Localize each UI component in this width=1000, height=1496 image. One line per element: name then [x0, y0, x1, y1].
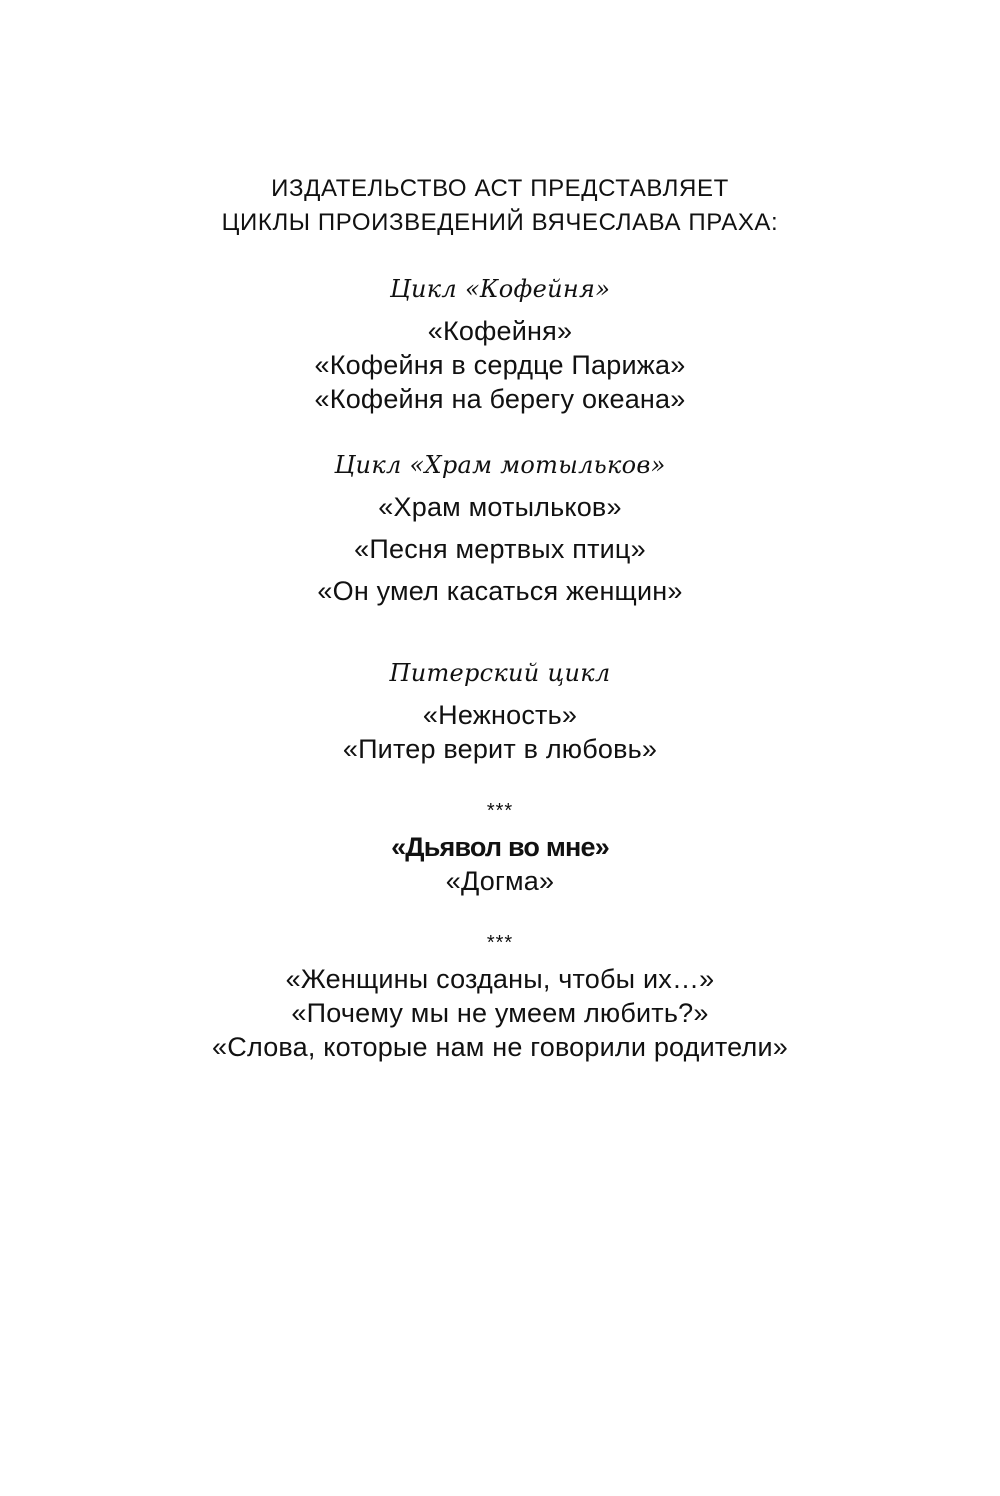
book-title: «Кофейня»	[427, 316, 573, 346]
cycle-title-coffee: Цикл «Кофейня»	[389, 275, 611, 303]
cycle-title-temple: Цикл «Храм мотыльков»	[334, 451, 666, 479]
book-title-bold: «Дьявол во мне»	[391, 832, 609, 862]
section-separator: ***	[486, 800, 514, 822]
book-title: «Почему мы не умеем любить?»	[291, 998, 709, 1028]
publisher-heading-line-2: ЦИКЛЫ ПРОИЗВЕДЕНИЙ ВЯЧЕСЛАВА ПРАХА:	[221, 209, 779, 236]
book-title: «Догма»	[445, 866, 555, 896]
publisher-heading-line-1: ИЗДАТЕЛЬСТВО АСТ ПРЕДСТАВЛЯЕТ	[271, 175, 729, 202]
cycle-title-piter: Питерский цикл	[389, 659, 611, 687]
book-title: «Питер верит в любовь»	[342, 734, 658, 764]
book-title: «Нежность»	[422, 700, 578, 730]
book-title: «Храм мотыльков»	[378, 492, 622, 522]
book-title: «Слова, которые нам не говорили родители»	[212, 1032, 788, 1062]
book-title: «Он умел касаться женщин»	[317, 576, 683, 606]
book-title: «Кофейня в сердце Парижа»	[314, 350, 686, 380]
book-title: «Женщины созданы, чтобы их…»	[285, 964, 715, 994]
book-title: «Песня мертвых птиц»	[354, 534, 646, 564]
section-separator: ***	[486, 932, 514, 954]
book-title: «Кофейня на берегу океана»	[314, 384, 686, 414]
